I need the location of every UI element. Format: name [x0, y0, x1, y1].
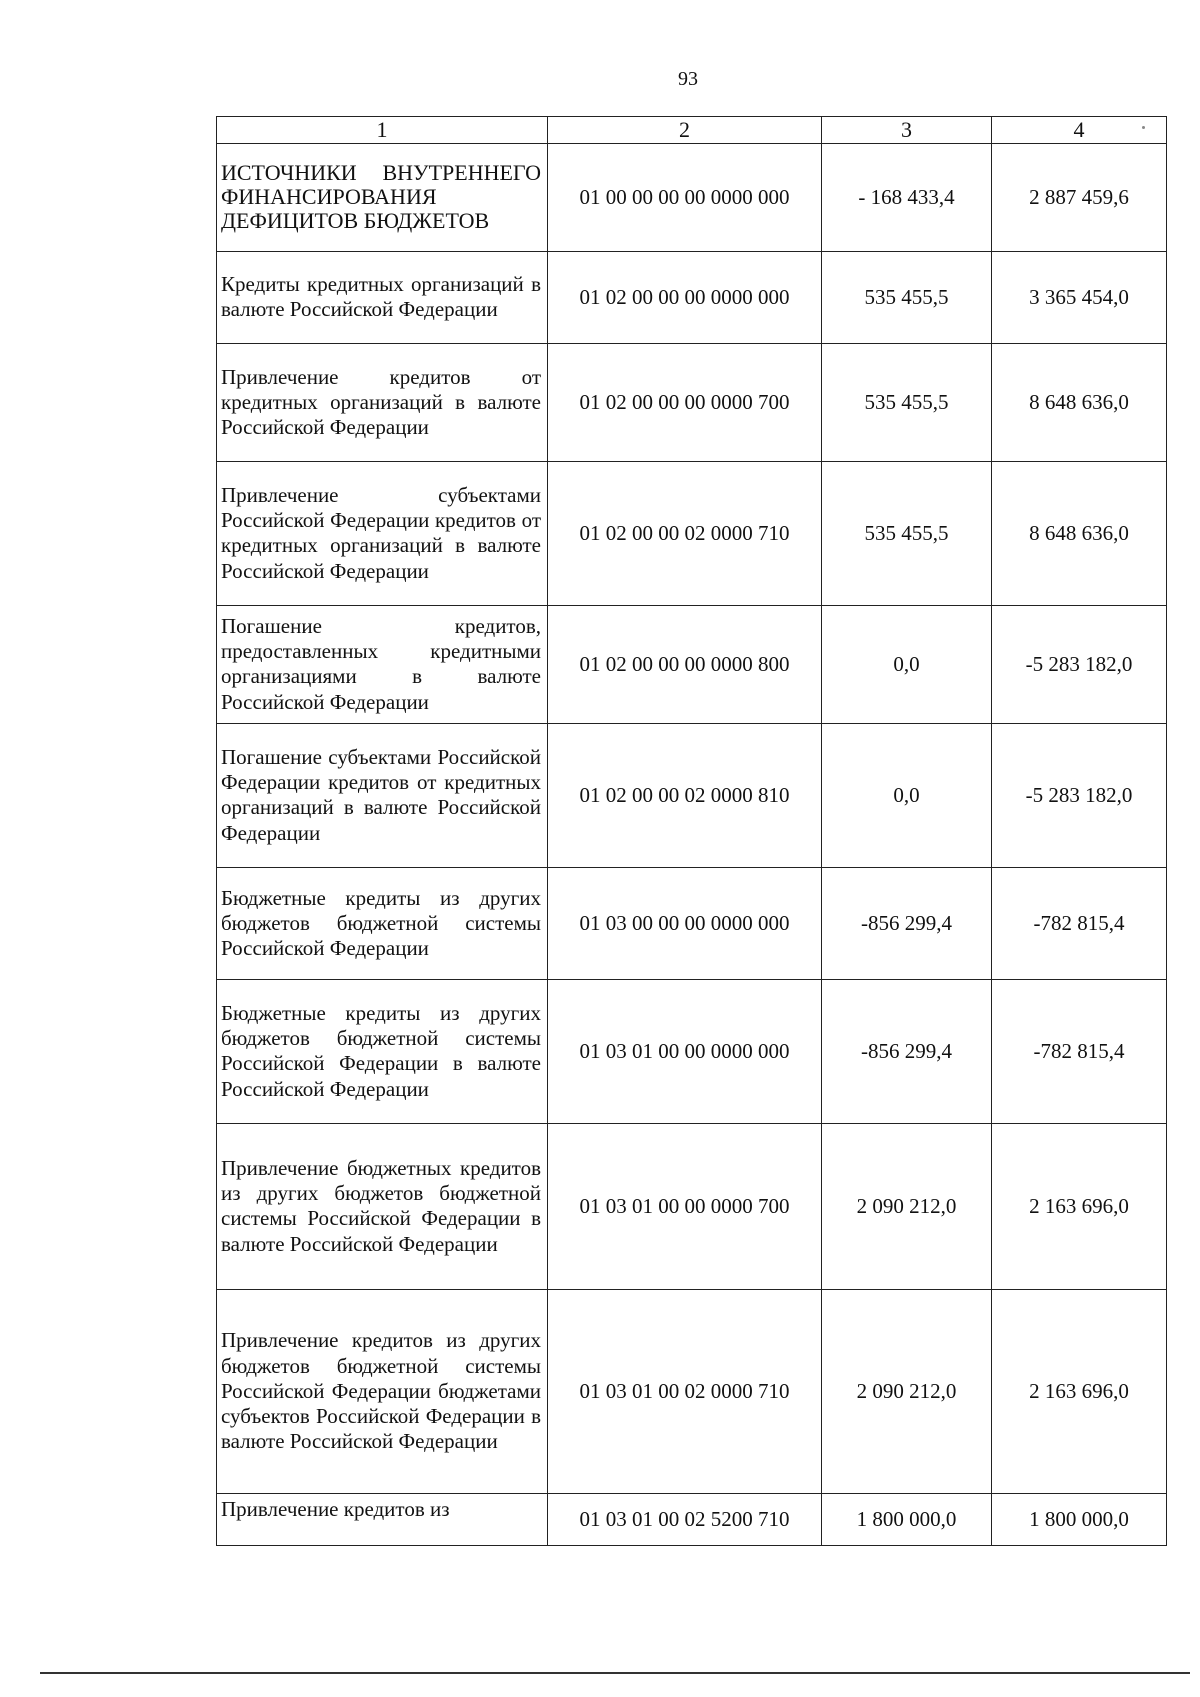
- page-number: 93: [678, 68, 698, 90]
- column-header-3: 3: [822, 117, 992, 144]
- row-value-col3: 2 090 212,0: [822, 1290, 992, 1494]
- row-code: 01 03 01 00 02 5200 710: [548, 1494, 822, 1546]
- row-value-col4: 8 648 636,0: [992, 462, 1167, 606]
- bottom-divider: [40, 1672, 1190, 1674]
- row-value-col4: -782 815,4: [992, 980, 1167, 1124]
- row-code: 01 02 00 00 02 0000 810: [548, 724, 822, 868]
- row-value-col4: -5 283 182,0: [992, 724, 1167, 868]
- table-row: [217, 606, 1167, 724]
- row-description: Бюджетные кредиты из других бюджетов бюджетной системы Российской Федерации в валюте Российской Федерации: [217, 980, 548, 1124]
- row-description: Привлечение бюджетных кредитов из других бюджетов бюджетной системы Российской Федерации в валюте Российской Федерации: [217, 1124, 548, 1290]
- row-description: Привлечение кредитов от кредитных организаций в валюте Российской Федерации: [217, 344, 548, 462]
- row-value-col3: 0,0: [822, 724, 992, 868]
- row-value-col4: 2 163 696,0: [992, 1290, 1167, 1494]
- column-header-4: 4: [992, 117, 1167, 144]
- row-description: Погашение кредитов, предоставленных кредитными организациями в валюте Российской Федерации: [217, 606, 548, 724]
- row-code: 01 03 01 00 00 0000 700: [548, 1124, 822, 1290]
- budget-sources-table: [216, 116, 1167, 1546]
- row-code: 01 03 01 00 02 0000 710: [548, 1290, 822, 1494]
- row-value-col4: 1 800 000,0: [992, 1494, 1167, 1546]
- row-code: 01 02 00 00 02 0000 710: [548, 462, 822, 606]
- row-value-col4: 8 648 636,0: [992, 344, 1167, 462]
- row-value-col3: 2 090 212,0: [822, 1124, 992, 1290]
- table-row: [217, 462, 1167, 606]
- row-code: 01 02 00 00 00 0000 000: [548, 252, 822, 344]
- row-value-col4: -782 815,4: [992, 868, 1167, 980]
- row-value-col3: 1 800 000,0: [822, 1494, 992, 1546]
- table-row: [217, 868, 1167, 980]
- row-value-col4: 2 887 459,6: [992, 144, 1167, 252]
- row-description: Привлечение кредитов из: [217, 1494, 548, 1546]
- row-value-col3: -856 299,4: [822, 868, 992, 980]
- row-description: Привлечение субъектами Российской Федерации кредитов от кредитных организаций в валюте Российской Федерации: [217, 462, 548, 606]
- row-description: ИСТОЧНИКИ ВНУТРЕННЕГО ФИНАНСИРОВАНИЯ ДЕФИЦИТОВ БЮДЖЕТОВ: [217, 144, 548, 252]
- table-row: [217, 252, 1167, 344]
- budget-table-container: [216, 116, 1166, 1546]
- table-row: [217, 144, 1167, 252]
- row-value-col4: 3 365 454,0: [992, 252, 1167, 344]
- row-code: 01 02 00 00 00 0000 800: [548, 606, 822, 724]
- row-value-col3: 535 455,5: [822, 462, 992, 606]
- column-header-1: 1: [217, 117, 548, 144]
- row-description: Погашение субъектами Российской Федерации кредитов от кредитных организаций в валюте Российской Федерации: [217, 724, 548, 868]
- row-description: Кредиты кредитных организаций в валюте Российской Федерации: [217, 252, 548, 344]
- row-value-col3: -856 299,4: [822, 980, 992, 1124]
- row-code: 01 03 01 00 00 0000 000: [548, 980, 822, 1124]
- row-code: 01 00 00 00 00 0000 000: [548, 144, 822, 252]
- row-value-col3: 535 455,5: [822, 252, 992, 344]
- row-code: 01 03 00 00 00 0000 000: [548, 868, 822, 980]
- column-header-2: 2: [548, 117, 822, 144]
- table-row: [217, 724, 1167, 868]
- row-value-col4: -5 283 182,0: [992, 606, 1167, 724]
- row-value-col3: - 168 433,4: [822, 144, 992, 252]
- table-row: [217, 980, 1167, 1124]
- table-row: [217, 1124, 1167, 1290]
- table-row: [217, 344, 1167, 462]
- row-value-col4: 2 163 696,0: [992, 1124, 1167, 1290]
- row-description: Привлечение кредитов из других бюджетов бюджетной системы Российской Федерации бюджетами субъектов Российской Федерации в валюте Российской Федерации: [217, 1290, 548, 1494]
- table-row: [217, 1290, 1167, 1494]
- row-value-col3: 0,0: [822, 606, 992, 724]
- row-description: Бюджетные кредиты из других бюджетов бюджетной системы Российской Федерации: [217, 868, 548, 980]
- table-row: [217, 1494, 1167, 1546]
- row-code: 01 02 00 00 00 0000 700: [548, 344, 822, 462]
- row-value-col3: 535 455,5: [822, 344, 992, 462]
- table-header-row: [217, 117, 1167, 144]
